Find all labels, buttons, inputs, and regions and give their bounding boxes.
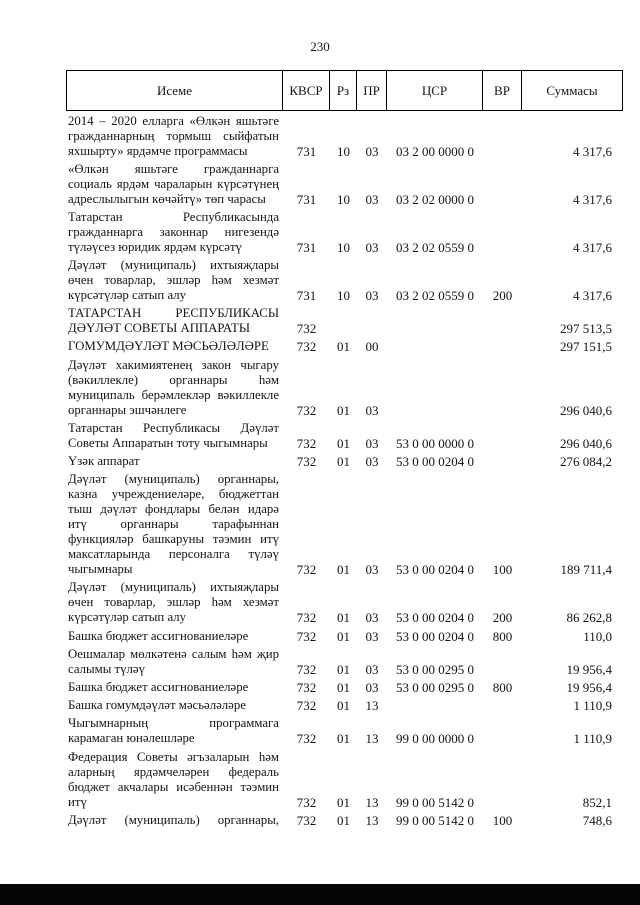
- pr-cell: 03: [365, 454, 379, 469]
- item-name-line: Дәүләт (муниципаль) ихтыяҗлары: [68, 580, 279, 595]
- table-row: [66, 716, 623, 746]
- rz-cell: 01: [337, 628, 350, 644]
- item-name-line: салымы түләү: [68, 661, 145, 676]
- item-name-line: 2014 – 2020 елларга «Өлкән яшьтәге: [68, 113, 279, 128]
- kvsr-cell: 731: [296, 191, 317, 207]
- csr-cell: 53 0 00 0204 0: [396, 610, 474, 626]
- item-name: [66, 472, 283, 577]
- csr-cell: 53 0 00 0295 0: [396, 661, 474, 677]
- item-name-line: түләүсез юридик ярдәм күрсәтү: [68, 239, 242, 254]
- item-name-line: итү: [68, 794, 87, 809]
- item-name-line: Федерация Советы әгъзаларын һәм: [68, 749, 279, 764]
- csr-cell: 03 2 02 0559 0: [396, 288, 474, 304]
- item-name-line: аларның ярдәмчеләрен федераль: [68, 764, 279, 779]
- item-name: [66, 258, 283, 303]
- table-row: [66, 454, 623, 469]
- kvsr-cell: 732: [296, 698, 317, 714]
- csr-cell: 53 0 00 0204 0: [396, 454, 474, 469]
- pr-cell: 13: [365, 812, 379, 828]
- pr-cell: 13: [365, 731, 379, 747]
- sum-cell: 4 317,6: [573, 143, 612, 159]
- item-name: [66, 647, 283, 677]
- header-rz: Рз: [330, 71, 357, 110]
- item-name-line: ТАТАРСТАН РЕСПУБЛИКАСЫ: [68, 306, 279, 321]
- csr-cell: 03 2 02 0000 0: [396, 191, 474, 207]
- sum-cell: 4 317,6: [573, 191, 612, 207]
- table-row: [66, 647, 623, 677]
- item-name: [66, 629, 283, 644]
- header-csr: ЦСР: [387, 71, 483, 110]
- item-name-line: тыш дәүләт фондлары белән идарә: [68, 502, 279, 517]
- sum-cell: 19 956,4: [566, 661, 612, 677]
- sum-cell: 110,0: [583, 628, 612, 644]
- item-name-line: Дәүләт (муниципаль) органнары,: [68, 472, 279, 487]
- item-name-line: социаль ярдәм чараларын күрсәтүнең: [68, 176, 279, 191]
- table-header: [66, 70, 623, 111]
- table-row: [66, 114, 623, 159]
- rz-cell: 10: [337, 288, 350, 304]
- table-row: [66, 580, 623, 625]
- kvsr-cell: 732: [296, 562, 317, 578]
- rz-cell: 01: [337, 731, 350, 747]
- csr-cell: 53 0 00 0204 0: [396, 628, 474, 644]
- csr-cell: 03 2 02 0559 0: [396, 239, 474, 255]
- pr-cell: 03: [365, 191, 379, 207]
- table-row: [66, 472, 623, 577]
- csr-cell: 03 2 00 0000 0: [396, 143, 474, 159]
- table-row: [66, 162, 623, 207]
- rz-cell: 01: [337, 562, 350, 578]
- item-name-line: күрсәтүләр сатып алу: [68, 288, 187, 303]
- header-vr: ВР: [483, 71, 522, 110]
- item-name: [66, 716, 283, 746]
- kvsr-cell: 731: [296, 288, 317, 304]
- sum-cell: 296 040,6: [560, 435, 612, 451]
- item-name-line: адреслылыгын көчәйтү» төп чарасы: [68, 191, 266, 206]
- pr-cell: 03: [365, 562, 379, 578]
- table-row: [66, 421, 623, 451]
- vr-cell: 100: [492, 562, 513, 578]
- item-name-line: органнары эшчәнлеге: [68, 402, 187, 417]
- item-name: [66, 454, 283, 469]
- vr-cell: 200: [492, 288, 513, 304]
- kvsr-cell: 732: [296, 435, 317, 451]
- rz-cell: 01: [337, 454, 350, 469]
- rz-cell: 01: [337, 698, 350, 714]
- csr-cell: 53 0 00 0000 0: [396, 435, 474, 451]
- item-name: [66, 306, 283, 336]
- item-name-line: Үзәк аппарат: [68, 454, 140, 468]
- item-name-line: Башка бюджет ассигнованиеләре: [68, 679, 249, 694]
- item-name: [66, 580, 283, 625]
- kvsr-cell: 731: [296, 143, 317, 159]
- table-row: [66, 750, 623, 810]
- item-name: [66, 162, 283, 207]
- item-name: [66, 750, 283, 810]
- item-name-line: Башка гомумдәүләт мәсьәләләре: [68, 698, 246, 713]
- table-row: [66, 358, 623, 418]
- table-row: [66, 306, 623, 336]
- item-name-line: муниципаль берәмлекләр вәкиллекле: [68, 387, 279, 402]
- item-name-line: (вәкиллекле) органнары һәм: [68, 372, 279, 387]
- pr-cell: 03: [365, 239, 379, 255]
- item-name-line: Татарстан Республикасында: [68, 209, 279, 224]
- sum-cell: 86 262,8: [566, 610, 612, 626]
- item-name-line: максатларында персоналга түләү: [68, 547, 279, 562]
- kvsr-cell: 732: [296, 454, 317, 469]
- item-name-line: яхшырту» ярдәмче программасы: [68, 143, 248, 158]
- item-name-line: Башка бюджет ассигнованиеләре: [68, 628, 249, 643]
- csr-cell: 53 0 00 0204 0: [396, 562, 474, 578]
- item-name-line: Дәүләт хакимиятенең закон чыгару: [68, 357, 279, 372]
- item-name-line: чыгымнары: [68, 562, 133, 577]
- kvsr-cell: 732: [296, 794, 317, 810]
- rz-cell: 01: [337, 339, 350, 355]
- header-name: Исеме: [67, 71, 283, 110]
- rz-cell: 01: [337, 679, 350, 695]
- rz-cell: 01: [337, 435, 350, 451]
- rz-cell: 10: [337, 191, 350, 207]
- pr-cell: 03: [365, 435, 379, 451]
- table-row: [66, 698, 623, 713]
- item-name-line: Дәүләт (муниципаль) органнары,: [68, 812, 279, 827]
- item-name-line: ГОМУМДӘҮЛӘТ МӘСЬӘЛӘЛӘРЕ: [68, 339, 269, 354]
- rz-cell: 01: [337, 661, 350, 677]
- csr-cell: 53 0 00 0295 0: [396, 679, 474, 695]
- header-kvsr: КВСР: [283, 71, 330, 110]
- item-name: [66, 421, 283, 451]
- pr-cell: 03: [365, 628, 379, 644]
- kvsr-cell: 732: [296, 731, 317, 747]
- item-name-line: күрсәтүләр сатып алу: [68, 610, 187, 625]
- table-row: [66, 339, 623, 354]
- item-name: [66, 339, 283, 354]
- table-row: [66, 210, 623, 255]
- pr-cell: 03: [365, 661, 379, 677]
- item-name: [66, 210, 283, 255]
- table-row: [66, 813, 623, 828]
- kvsr-cell: 732: [296, 679, 317, 695]
- item-name-line: функцияләр башкаруны тәэмин итү: [68, 532, 279, 547]
- sum-cell: 852,1: [582, 794, 612, 810]
- sum-cell: 297 513,5: [560, 321, 612, 337]
- csr-cell: 99 0 00 5142 0: [396, 794, 474, 810]
- table-row: [66, 680, 623, 695]
- item-name-line: «Өлкән яшьтәге гражданнарга: [68, 161, 279, 176]
- vr-cell: 800: [492, 628, 513, 644]
- vr-cell: 800: [492, 679, 513, 695]
- scan-edge: [0, 884, 640, 905]
- rz-cell: 01: [337, 402, 350, 418]
- header-sum: Суммасы: [546, 83, 598, 98]
- rz-cell: 01: [337, 610, 350, 626]
- kvsr-cell: 732: [296, 402, 317, 418]
- item-name-line: Дәүләт (муниципаль) ихтыяҗлары: [68, 258, 279, 273]
- pr-cell: 03: [365, 288, 379, 304]
- item-name: [66, 813, 283, 828]
- item-name: [66, 114, 283, 159]
- item-name-line: Оешмалар мөлкәтенә салым һәм җир: [68, 646, 279, 661]
- kvsr-cell: 732: [296, 339, 317, 355]
- vr-cell: 200: [492, 610, 513, 626]
- item-name-line: бюджет акчалары исәбеннән тәэмин: [68, 779, 279, 794]
- rz-cell: 01: [337, 812, 350, 828]
- sum-cell: 189 711,4: [560, 562, 612, 578]
- sum-cell: 4 317,6: [573, 239, 612, 255]
- rz-cell: 01: [337, 794, 350, 810]
- csr-cell: 99 0 00 5142 0: [396, 812, 474, 828]
- rz-cell: 10: [337, 143, 350, 159]
- csr-cell: 99 0 00 0000 0: [396, 731, 474, 747]
- kvsr-cell: 731: [296, 239, 317, 255]
- item-name-line: карамаган юнәлешләре: [68, 731, 195, 746]
- page-number: 230: [310, 39, 330, 54]
- pr-cell: 03: [365, 679, 379, 695]
- sum-cell: 296 040,6: [560, 402, 612, 418]
- item-name-line: Советы Аппаратын тоту чыгымнары: [68, 435, 268, 450]
- sum-cell: 276 084,2: [560, 454, 612, 469]
- rz-cell: 10: [337, 239, 350, 255]
- item-name-line: ДӘҮЛӘТ СОВЕТЫ АППАРАТЫ: [68, 321, 250, 336]
- kvsr-cell: 732: [296, 628, 317, 644]
- item-name-line: казна учреждениеләре, бюджеттан: [68, 487, 279, 502]
- item-name: [66, 698, 283, 713]
- sum-cell: 748,6: [582, 812, 612, 828]
- sum-cell: 4 317,6: [573, 288, 612, 304]
- item-name: [66, 358, 283, 418]
- sum-cell: 19 956,4: [566, 679, 612, 695]
- item-name-line: итү органнары тарафыннан: [68, 517, 279, 532]
- kvsr-cell: 732: [296, 610, 317, 626]
- sum-cell: 1 110,9: [573, 731, 612, 747]
- pr-cell: 03: [365, 143, 379, 159]
- item-name-line: гражданнарга законнар нигезендә: [68, 224, 279, 239]
- header-pr: ПР: [357, 71, 387, 110]
- kvsr-cell: 732: [296, 812, 317, 828]
- item-name-line: гражданнарның тормыш сыйфатын: [68, 128, 279, 143]
- item-name-line: өчен товарлар, эшләр һәм хезмәт: [68, 273, 279, 288]
- table-body: [66, 114, 623, 831]
- sum-cell: 1 110,9: [573, 698, 612, 714]
- vr-cell: 100: [492, 812, 513, 828]
- table-row: [66, 258, 623, 303]
- item-name-line: Чыгымнарның программага: [68, 716, 279, 731]
- pr-cell: 03: [365, 402, 379, 418]
- sum-cell: 297 151,5: [560, 339, 612, 355]
- item-name-line: Татарстан Республикасы Дәүләт: [68, 420, 279, 435]
- pr-cell: 13: [365, 794, 379, 810]
- table-row: [66, 629, 623, 644]
- kvsr-cell: 732: [296, 661, 317, 677]
- pr-cell: 00: [365, 339, 379, 355]
- item-name: [66, 680, 283, 695]
- kvsr-cell: 732: [296, 321, 317, 337]
- pr-cell: 03: [365, 610, 379, 626]
- item-name-line: өчен товарлар, эшләр һәм хезмәт: [68, 595, 279, 610]
- pr-cell: 13: [365, 698, 379, 714]
